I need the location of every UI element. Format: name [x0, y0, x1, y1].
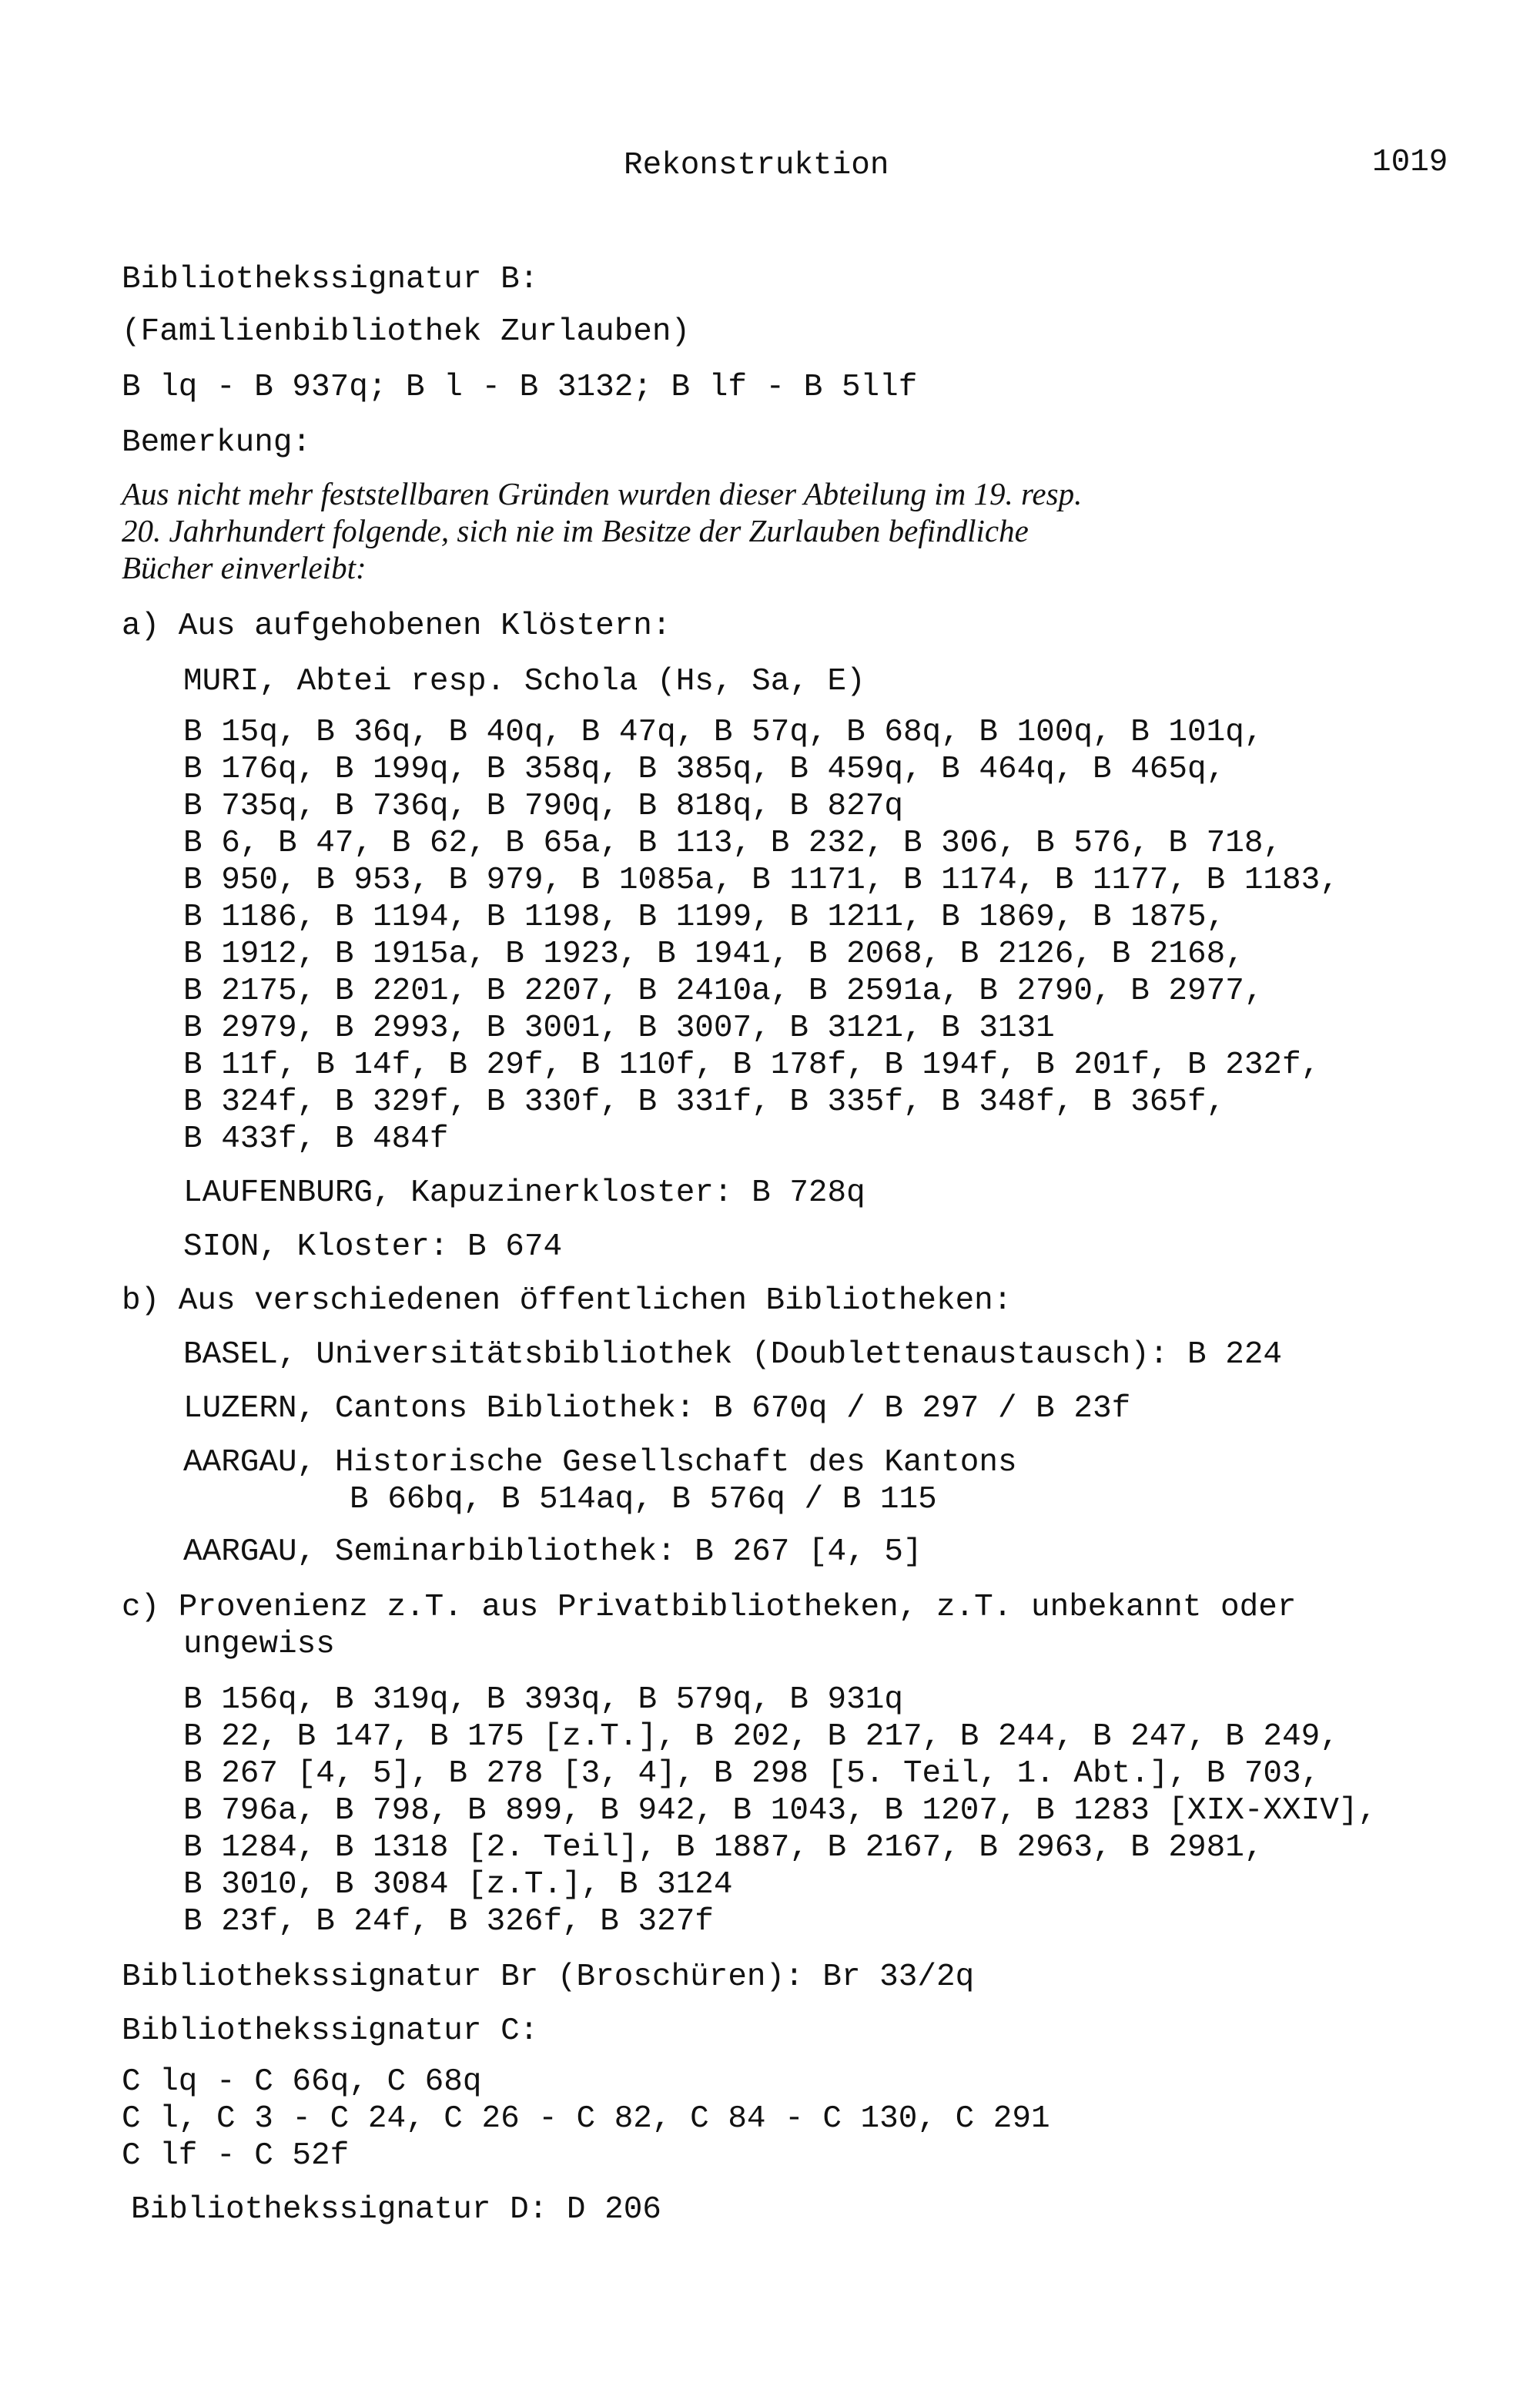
subsection-c-label-cont: ungewiss: [183, 1627, 335, 1662]
signature-line: B 950, B 953, B 979, B 1085a, B 1171, B 1174, B 1177, B 1183,: [183, 863, 1339, 898]
page-number: 1019: [1372, 145, 1448, 180]
signature-line: B 22, B 147, B 175 [z.T.], B 202, B 217, B 244, B 247, B 249,: [183, 1719, 1339, 1755]
signature-line: B 433f, B 484f: [183, 1121, 449, 1157]
basel-entry: BASEL, Universitätsbibliothek (Doublettenaustausch): B 224: [183, 1337, 1283, 1373]
section-b-subtitle: (Familienbibliothek Zurlauben): [122, 314, 691, 350]
section-br: Bibliothekssignatur Br (Broschüren): Br 33/2q: [122, 1959, 975, 1995]
section-c-line: C l, C 3 - C 24, C 26 - C 82, C 84 - C 130, C 291: [122, 2101, 1050, 2137]
signature-line: B 324f, B 329f, B 330f, B 331f, B 335f, B 348f, B 365f,: [183, 1084, 1226, 1120]
section-c-heading: Bibliothekssignatur C:: [122, 2013, 539, 2049]
section-b-heading: Bibliothekssignatur B:: [122, 262, 539, 297]
muri-heading: MURI, Abtei resp. Schola (Hs, Sa, E): [183, 664, 865, 699]
remark-label: Bemerkung:: [122, 425, 312, 461]
signature-line: B 6, B 47, B 62, B 65a, B 113, B 232, B 306, B 576, B 718,: [183, 826, 1283, 861]
remark-line: Aus nicht mehr feststellbaren Gründen wurden dieser Abteilung im 19. resp.: [122, 476, 1083, 511]
subsection-a-label: a) Aus aufgehobenen Klöstern:: [122, 608, 671, 644]
signature-line: B 1186, B 1194, B 1198, B 1199, B 1211, B 1869, B 1875,: [183, 900, 1226, 935]
signature-line: B 267 [4, 5], B 278 [3, 4], B 298 [5. Teil, 1. Abt.], B 703,: [183, 1756, 1321, 1792]
signature-line: B 2979, B 2993, B 3001, B 3007, B 3121, B 3131: [183, 1011, 1055, 1046]
aargau-historical-entry: AARGAU, Historische Gesellschaft des Kantons: [183, 1445, 1017, 1480]
signature-line: B 796a, B 798, B 899, B 942, B 1043, B 1207, B 1283 [XIX-XXIV],: [183, 1793, 1378, 1829]
section-b-range: B lq - B 937q; B l - B 3132; B lf - B 5llf: [122, 370, 918, 405]
signature-line: B 735q, B 736q, B 790q, B 818q, B 827q: [183, 789, 903, 824]
section-c-line: C lq - C 66q, C 68q: [122, 2064, 482, 2100]
remark-line: 20. Jahrhundert folgende, sich nie im Besitze der Zurlauben befindliche: [122, 513, 1029, 548]
aargau-historical-signatures: B 66bq, B 514aq, B 576q / B 115: [350, 1482, 937, 1517]
luzern-entry: LUZERN, Cantons Bibliothek: B 670q / B 297 / B 23f: [183, 1391, 1131, 1426]
subsection-c-label: c) Provenienz z.T. aus Privatbibliotheken, z.T. unbekannt oder: [122, 1590, 1297, 1625]
signature-line: B 23f, B 24f, B 326f, B 327f: [183, 1904, 714, 1939]
remark-line: Bücher einverleibt:: [122, 550, 367, 585]
signature-line: B 1912, B 1915a, B 1923, B 1941, B 2068, B 2126, B 2168,: [183, 937, 1244, 972]
signature-line: B 11f, B 14f, B 29f, B 110f, B 178f, B 194f, B 201f, B 232f,: [183, 1048, 1321, 1083]
aargau-seminar-entry: AARGAU, Seminarbibliothek: B 267 [4, 5]: [183, 1534, 922, 1570]
signature-line: B 1284, B 1318 [2. Teil], B 1887, B 2167, B 2963, B 2981,: [183, 1830, 1264, 1866]
signature-line: B 156q, B 319q, B 393q, B 579q, B 931q: [183, 1682, 903, 1718]
page-title: Rekonstruktion: [624, 148, 889, 183]
section-d: Bibliothekssignatur D: D 206: [131, 2192, 661, 2228]
laufenburg-entry: LAUFENBURG, Kapuzinerkloster: B 728q: [183, 1175, 865, 1211]
section-c-line: C lf - C 52f: [122, 2138, 350, 2174]
signature-line: B 176q, B 199q, B 358q, B 385q, B 459q, B 464q, B 465q,: [183, 752, 1226, 787]
signature-line: B 2175, B 2201, B 2207, B 2410a, B 2591a, B 2790, B 2977,: [183, 974, 1264, 1009]
sion-entry: SION, Kloster: B 674: [183, 1229, 563, 1265]
subsection-b-label: b) Aus verschiedenen öffentlichen Bibliotheken:: [122, 1283, 1013, 1319]
signature-line: B 15q, B 36q, B 40q, B 47q, B 57q, B 68q, B 100q, B 101q,: [183, 715, 1264, 750]
signature-line: B 3010, B 3084 [z.T.], B 3124: [183, 1867, 733, 1902]
